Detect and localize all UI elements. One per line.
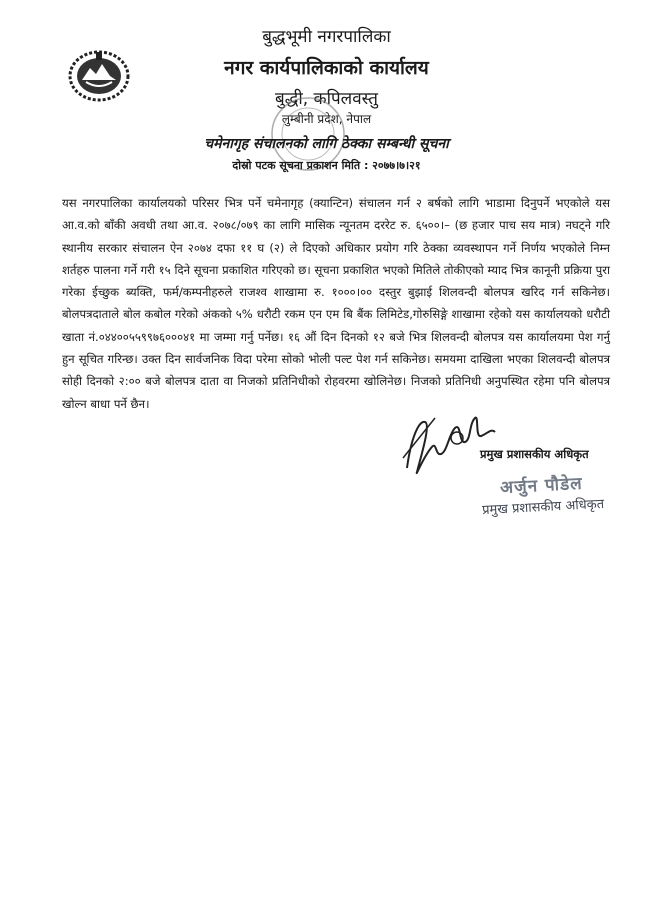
signatory-stamp-name: अर्जुन पौडेल bbox=[499, 473, 584, 499]
publication-date: दोस्रो पटक सूचना प्रकाशन मिति : २०७७।७।२१ bbox=[232, 159, 421, 172]
signatory-designation: प्रमुख प्रशासकीय अधिकृत bbox=[480, 447, 589, 461]
province-line: लुम्बीनी प्रदेश, नेपाल bbox=[281, 112, 372, 126]
office-name: नगर कार्यपालिकाको कार्यालय bbox=[224, 57, 429, 79]
notice-title: चमेनागृह संचालनको लागि ठेक्का सम्बन्धी सूचना bbox=[204, 136, 449, 152]
handwritten-signature-icon bbox=[395, 398, 505, 488]
signatory-stamp-title: प्रमुख प्रशासकीय अधिकृत bbox=[481, 496, 605, 519]
office-location: बुद्धी, कपिलवस्तु bbox=[275, 89, 378, 109]
municipality-name: बुद्धभूमी नगरपालिका bbox=[262, 27, 391, 47]
notice-body: यस नगरपालिका कार्यालयको परिसर भित्र पर्ने चमेनागृह (क्यान्टिन) संचालन गर्न २ बर्षको लागि भाडामा दिनुपर्ने भएकोले यस आ.व.को बाँकी अवधी तथा आ.व. २०७८/०७९ का लागि मासिक न्यूनतम दररेट रु. ६५००।– (छ हजार पाच सय मात्र) नघट्ने गरि स्थानीय सरकार संचालन ऐन २०७४ दफा ११ घ (२) ले दिएको अधिकार प्रयोग गरि ठेक्का व्यवस्थापन गर्ने निर्णय भएकोले निम्न शर्तहरु पालना गर्ने गरी १५ दिने सूचना प्रकाशित गरिएको छ। सूचना प्रकाशित भएको मितिले तोकीएको म्याद भित्र कानूनी प्रक्रिया पुरा गरेका ईच्छुक ब्यक्ति, फर्म/कम्पनीहरुले राजश्व शाखामा रु. १०००।०० दस्तुर बुझाई शिलवन्दी बोलपत्र खरिद गर्न सकिनेछ। बोलपत्रदाताले बोल कबोल गरेको अंकको ५% धरौटी रकम एन एम बि बैंक लिमिटेड,गोरुसिङ्गे शाखामा रहेको यस कार्यालयको धरौटी खाता नं.०४४००५५९९७६०००४१ मा जम्मा गर्नु पर्नेछ। १६ औं दिन दिनको १२ बजे भित्र शिलवन्दी बोलपत्र यस कार्यालयमा पेश गर्नु हुन सूचित गरिन्छ। उक्त दिन सार्वजनिक विदा परेमा सोको भोली पल्ट पेश गर्न सकिनेछ। समयमा दाखिला भएका शिलवन्दी बोलपत्र सोही दिनको २:०० बजे बोलपत्र दाता वा निजको प्रतिनिधीको रोहवरमा खोलिनेछ। निजको प्रतिनिधी अनुपस्थित रहेमा पनि बोलपत्र खोल्न बाधा पर्ने छैन। bbox=[62, 196, 610, 411]
